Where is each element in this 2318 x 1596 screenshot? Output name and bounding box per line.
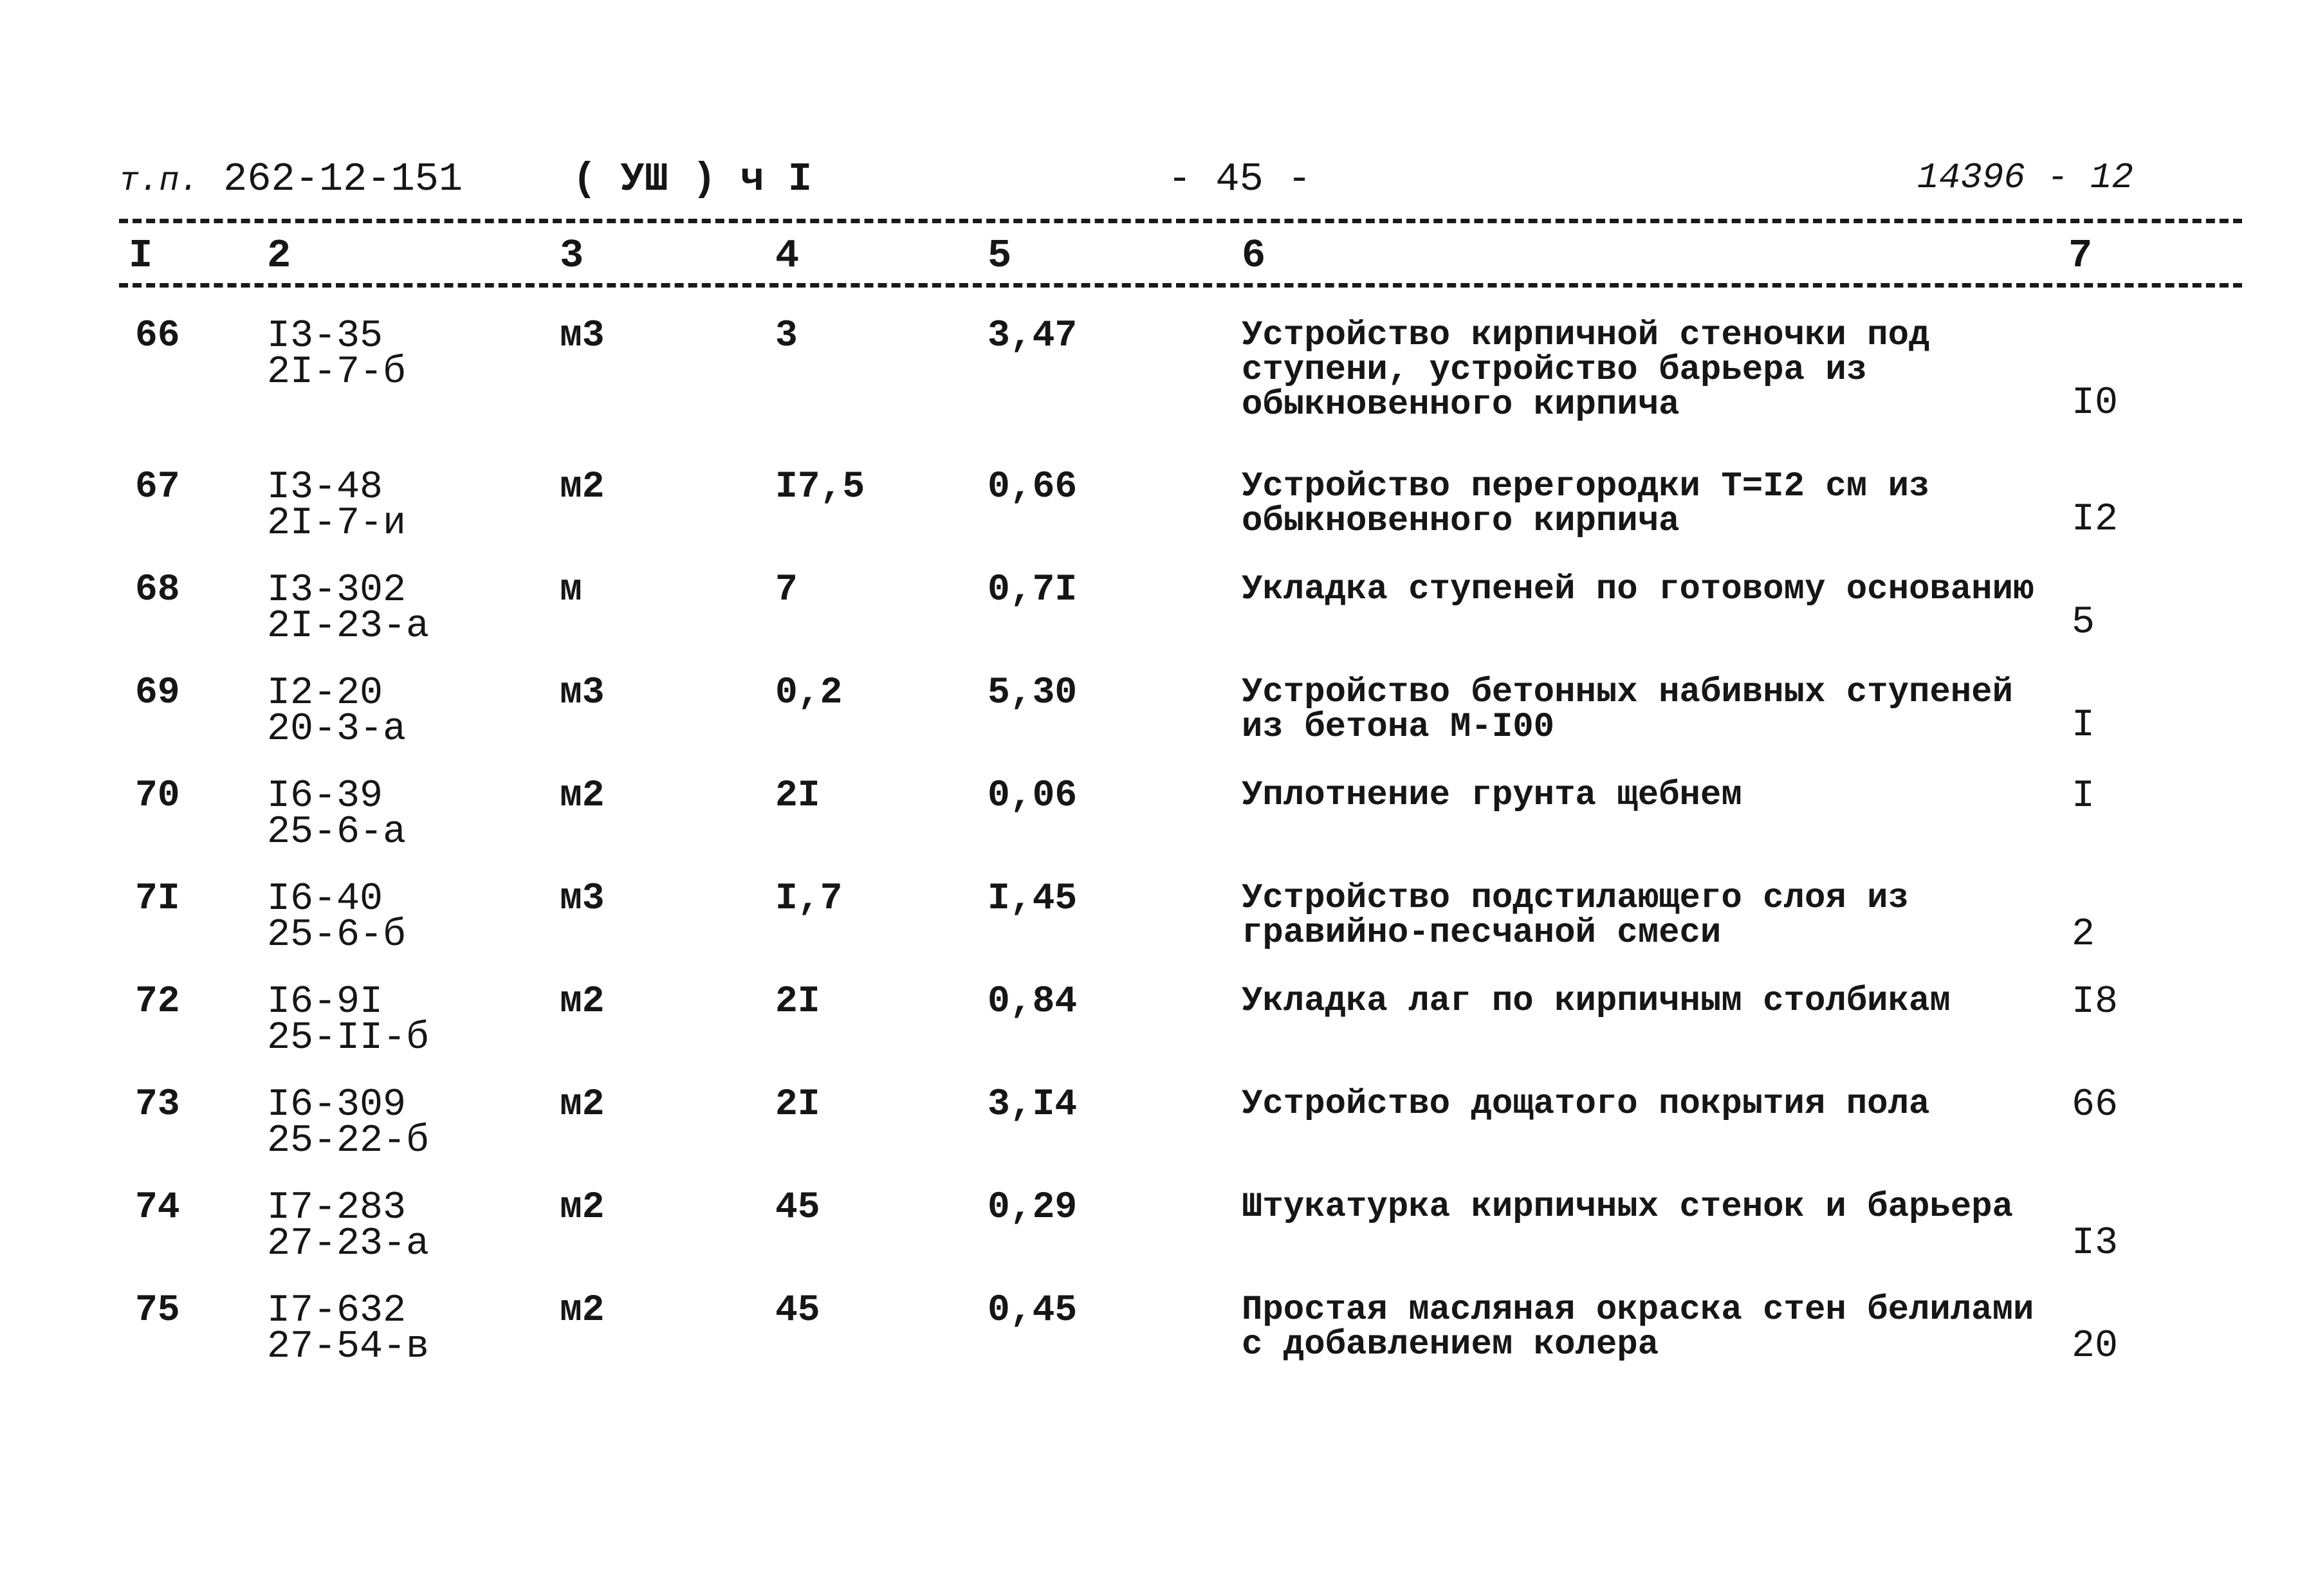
unit: м <box>560 569 582 611</box>
quantity: I7,5 <box>775 466 865 508</box>
quantity: 45 <box>775 1187 820 1229</box>
norm-codes <box>267 775 407 854</box>
norm-code-secondary: 2I-23-а <box>267 605 430 648</box>
norm-code-primary: I3-35 <box>267 315 383 358</box>
unit: м2 <box>560 1290 605 1332</box>
work-description: Укладка ступеней по готовому основанию <box>1242 570 2034 609</box>
unit-price: 0,84 <box>988 981 1078 1023</box>
norm-code-primary: I3-48 <box>267 466 383 509</box>
norm-code-secondary: 20-3-а <box>267 708 407 751</box>
unit-price: 3,47 <box>988 315 1078 357</box>
norm-codes <box>267 1289 430 1369</box>
norm-code-primary: I3-302 <box>267 569 407 612</box>
table-header-rule <box>119 283 2242 288</box>
norm-code-secondary: 2I-7-и <box>267 502 407 546</box>
norm-code-primary: I6-9I <box>267 980 383 1024</box>
work-description: Устройство подстилающего слоя из гравийно-песчаной смеси <box>1242 879 1909 953</box>
column-header-3: 3 <box>560 233 584 279</box>
total-amount: I0 <box>2072 381 2119 425</box>
total-amount: I2 <box>2072 498 2119 542</box>
unit: м2 <box>560 1187 605 1229</box>
project-number <box>119 156 463 202</box>
row-number: 67 <box>135 466 180 508</box>
norm-code-secondary: 25-6-б <box>267 913 407 957</box>
norm-codes <box>267 877 407 957</box>
unit: м2 <box>560 466 605 508</box>
norm-codes <box>267 1083 430 1163</box>
norm-code-secondary: 27-23-а <box>267 1222 430 1266</box>
norm-code-secondary: 25-22-б <box>267 1119 430 1163</box>
project-code: 262-12-151 <box>223 156 463 202</box>
norm-code-primary: I6-40 <box>267 877 383 921</box>
quantity: I,7 <box>775 878 843 920</box>
norm-codes <box>267 1186 430 1266</box>
unit-price: 5,30 <box>988 672 1078 714</box>
norm-codes <box>267 980 430 1060</box>
column-header-7: 7 <box>2068 233 2093 279</box>
row-number: 74 <box>135 1187 180 1229</box>
norm-code-primary: I2-20 <box>267 672 383 715</box>
unit: м3 <box>560 672 605 714</box>
norm-codes <box>267 466 407 546</box>
table-top-rule <box>119 219 2242 223</box>
row-number: 75 <box>135 1290 180 1332</box>
norm-codes <box>267 315 407 394</box>
column-header-6: 6 <box>1242 233 1266 279</box>
work-description: Устройство кирпичной стеночки под ступени, устройство барьера из обыкновенного кирпича <box>1242 316 1930 425</box>
volume-label: ( УШ ) ч I <box>573 156 813 202</box>
unit: м2 <box>560 981 605 1023</box>
total-amount: I3 <box>2072 1222 2119 1265</box>
work-description: Уплотнение грунта щебнем <box>1242 776 1742 815</box>
quantity: 45 <box>775 1290 820 1332</box>
work-description: Укладка лаг по кирпичным столбикам <box>1242 982 1951 1021</box>
quantity: 2I <box>775 1084 820 1126</box>
unit-price: 0,7I <box>988 569 1078 611</box>
norm-code-primary: I7-632 <box>267 1289 407 1333</box>
row-number: 7I <box>135 878 180 920</box>
work-description: Устройство дощатого покрытия пола <box>1242 1085 1930 1124</box>
quantity: 0,2 <box>775 672 843 714</box>
norm-code-secondary: 2I-7-б <box>267 351 407 394</box>
norm-code-primary: I6-309 <box>267 1083 407 1127</box>
column-header-4: 4 <box>775 233 800 279</box>
row-number: 70 <box>135 775 180 817</box>
row-number: 66 <box>135 315 180 357</box>
page-number: - 45 - <box>1168 156 1312 202</box>
total-amount: 2 <box>2072 913 2095 957</box>
quantity: 7 <box>775 569 798 611</box>
column-header-1: I <box>129 233 153 279</box>
total-amount: 5 <box>2072 601 2095 645</box>
unit-price: 3,I4 <box>988 1084 1078 1126</box>
unit: м3 <box>560 878 605 920</box>
work-description: Простая масляная окраска стен белилами с добавлением колера <box>1242 1290 2034 1364</box>
total-amount: 20 <box>2072 1325 2119 1368</box>
norm-code-secondary: 25-II-б <box>267 1016 430 1060</box>
row-number: 68 <box>135 569 180 611</box>
quantity: 3 <box>775 315 798 357</box>
quantity: 2I <box>775 775 820 817</box>
row-number: 69 <box>135 672 180 714</box>
document-number: 14396 - 12 <box>1917 157 2134 198</box>
unit-price: I,45 <box>988 878 1078 920</box>
total-amount: 66 <box>2072 1083 2119 1127</box>
project-prefix: т.п. <box>119 162 199 200</box>
total-amount: I8 <box>2072 980 2119 1024</box>
quantity: 2I <box>775 981 820 1023</box>
unit: м2 <box>560 775 605 817</box>
unit: м2 <box>560 1084 605 1126</box>
norm-code-primary: I7-283 <box>267 1186 407 1230</box>
unit-price: 0,66 <box>988 466 1078 508</box>
work-description: Устройство бетонных набивных ступеней из бетона М-I00 <box>1242 673 2013 747</box>
norm-code-secondary: 25-6-а <box>267 811 407 854</box>
unit-price: 0,06 <box>988 775 1078 817</box>
norm-code-primary: I6-39 <box>267 775 383 818</box>
total-amount: I <box>2072 775 2095 818</box>
row-number: 72 <box>135 981 180 1023</box>
work-description: Устройство перегородки Т=I2 см из обыкновенного кирпича <box>1242 467 1930 541</box>
unit-price: 0,29 <box>988 1187 1078 1229</box>
total-amount: I <box>2072 704 2095 748</box>
column-header-2: 2 <box>267 233 291 279</box>
norm-codes <box>267 672 407 751</box>
work-description: Штукатурка кирпичных стенок и барьера <box>1242 1188 2013 1227</box>
norm-code-secondary: 27-54-в <box>267 1325 430 1369</box>
row-number: 73 <box>135 1084 180 1126</box>
norm-codes <box>267 569 430 648</box>
unit-price: 0,45 <box>988 1290 1078 1332</box>
column-header-5: 5 <box>988 233 1012 279</box>
unit: м3 <box>560 315 605 357</box>
